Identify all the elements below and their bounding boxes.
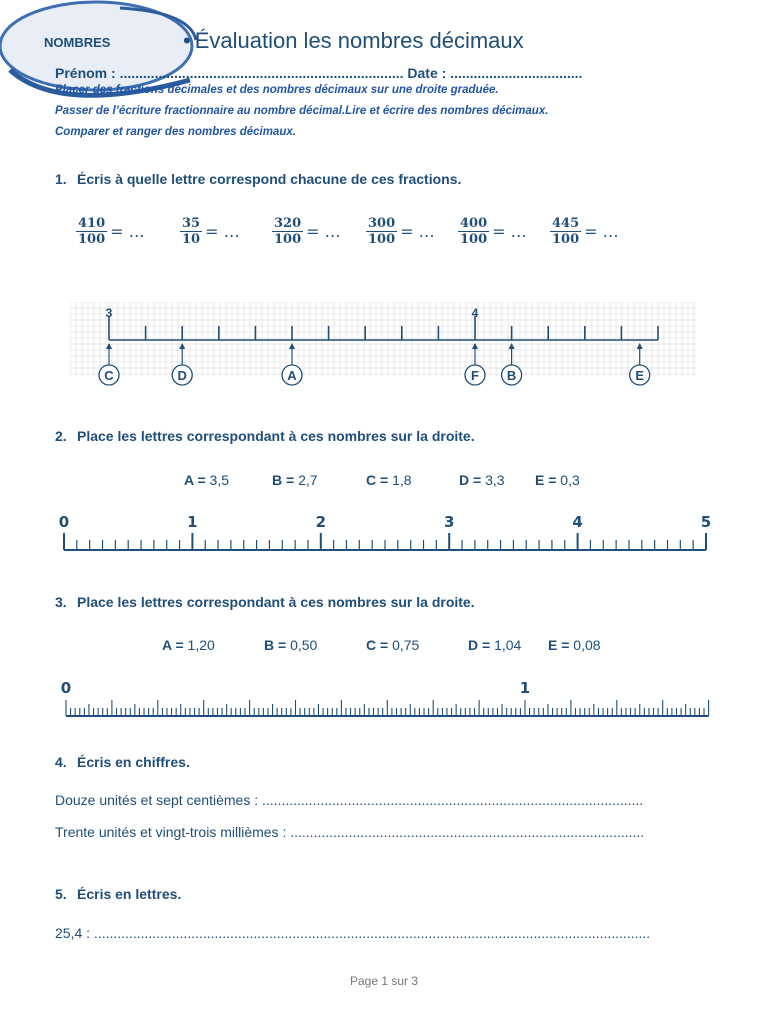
q5-line-1[interactable]: 25,4 : ...............................................................................................................................................: [55, 925, 651, 941]
q4-line-2[interactable]: Trente unités et vingt-trois millièmes : ...........................................................................................: [55, 824, 645, 840]
objective-1: Placer des fractions décimales et des nombres décimaux sur une droite graduée.: [55, 84, 499, 96]
point-label-E: E: [635, 368, 645, 383]
question-5-title: 5. Écris en lettres.: [55, 886, 182, 902]
axis-label-4: 4: [471, 306, 479, 320]
fraction-3: $\frac{320}{100}$ = …: [274, 216, 341, 247]
number-line-q1: [70, 302, 696, 390]
question-4-title: 4. Écris en chiffres.: [55, 754, 190, 770]
fraction-5: $\frac{400}{100}$ = …: [460, 216, 527, 247]
page-title: • Évaluation les nombres décimaux: [183, 28, 524, 53]
fraction-1: $\frac{410}{100}$ = …: [78, 216, 145, 247]
q2-value-c: C = 1,8: [366, 472, 412, 488]
point-label-C: C: [104, 368, 114, 383]
objective-2: Passer de l’écriture fractionnaire au nombre décimal.Lire et écrire des nombres décimaux.: [55, 105, 549, 117]
name-date-line: Prénom : ......................................................................... Date : ..................................: [55, 65, 583, 81]
axis-label-1: 1: [187, 513, 198, 531]
q2-value-a: A = 3,5: [184, 472, 230, 488]
axis-label-5: 5: [700, 513, 712, 531]
q3-value-c: C = 0,75: [366, 637, 420, 653]
axis-label-1: 1: [519, 679, 531, 697]
axis-label-2: 2: [315, 513, 327, 531]
fraction-2: $\frac{35}{10}$ = …: [182, 216, 240, 247]
q3-value-a: A = 1,20: [162, 637, 215, 653]
axis-label-4: 4: [572, 513, 583, 531]
objective-3: Comparer et ranger des nombres décimaux.: [55, 126, 296, 138]
q3-value-e: E = 0,08: [548, 637, 601, 653]
point-label-D: D: [177, 368, 187, 383]
fraction-6: $\frac{445}{100}$ = …: [552, 216, 619, 247]
axis-label-3: 3: [443, 513, 455, 531]
point-label-A: A: [287, 368, 297, 383]
q2-value-b: B = 2,7: [272, 472, 318, 488]
axis-label-0: 0: [58, 513, 70, 531]
number-line-q3: [50, 676, 726, 722]
question-2-title: 2. Place les lettres correspondant à ces nombres sur la droite.: [55, 428, 475, 444]
q2-value-e: E = 0,3: [535, 472, 580, 488]
fraction-4: $\frac{300}{100}$ = …: [368, 216, 435, 247]
question-3-title: 3. Place les lettres correspondant à ces nombres sur la droite.: [55, 594, 475, 610]
point-label-F: F: [471, 368, 479, 383]
q3-value-b: B = 0,50: [264, 637, 318, 653]
page-footer: Page 1 sur 3: [349, 974, 419, 988]
axis-label-3: 3: [105, 306, 113, 320]
axis-label-0: 0: [60, 679, 72, 697]
q3-value-d: D = 1,04: [468, 637, 522, 653]
question-1-title: 1. Écris à quelle lettre correspond chacune de ces fractions.: [55, 171, 462, 187]
q4-line-1[interactable]: Douze unités et sept centièmes : ..................................................................................................: [55, 792, 644, 808]
badge-label: NOMBRES: [44, 35, 111, 50]
point-label-B: B: [506, 368, 517, 383]
q2-value-d: D = 3,3: [459, 472, 505, 488]
number-line-q2: [50, 510, 726, 558]
